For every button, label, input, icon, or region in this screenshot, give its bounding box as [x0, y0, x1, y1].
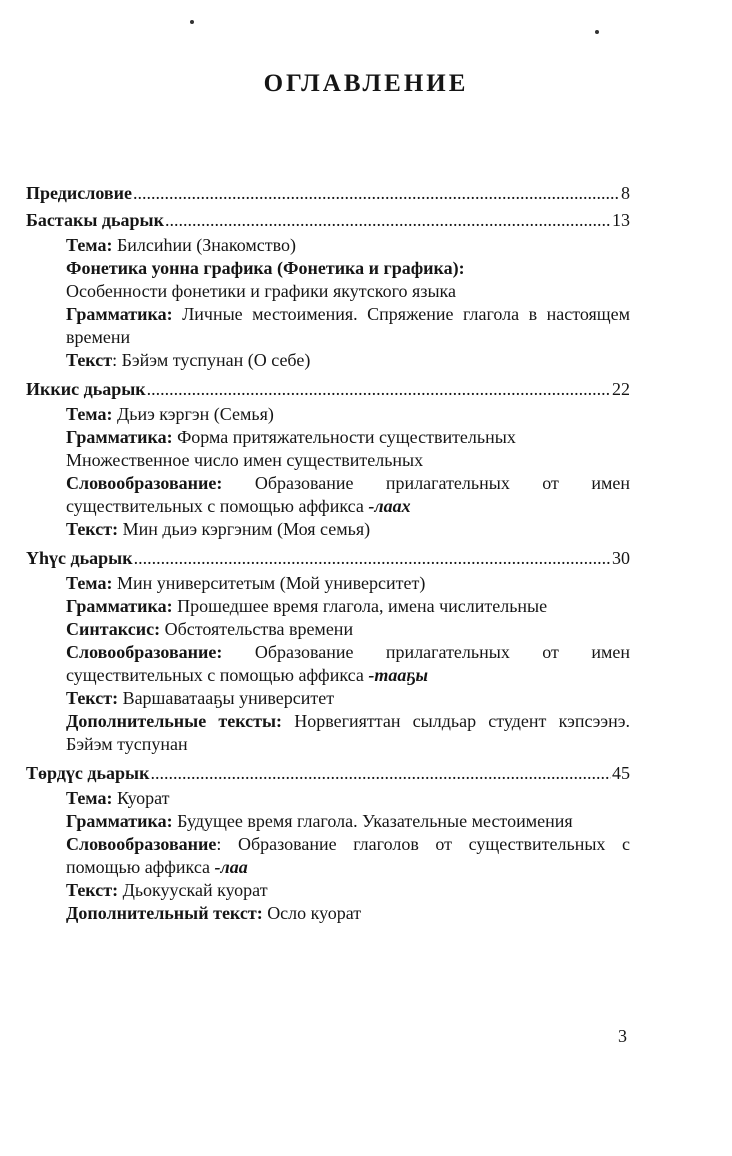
toc-entry [66, 518, 630, 541]
entry-label: Фонетика уонна графика (Фонетика и графика): [66, 258, 465, 278]
toc-entry [66, 472, 630, 518]
entry-text: : Образование глаголов от существительных с помощью аффикса [66, 834, 630, 877]
toc-entry [66, 257, 630, 280]
toc-chapter-page: 13 [612, 210, 630, 230]
toc-chapter-page: 22 [612, 379, 630, 399]
entry-text: Мин университетым (Мой университет) [112, 573, 426, 593]
entry-text: Мин дьиэ кэргэним (Моя семья) [118, 519, 371, 539]
entry-text: Будущее время глагола. Указательные местоимения [172, 811, 573, 831]
toc-chapter-page: 45 [612, 763, 630, 783]
toc-entry [66, 618, 630, 641]
entry-label: Словообразование [66, 834, 217, 854]
toc-entry [66, 787, 630, 810]
entry-label: Грамматика: [66, 304, 173, 324]
toc-entry [66, 303, 630, 349]
entry-text: Норвегияттан сылдьар студент кэпсээнэ. Бэйэм туспунан [66, 711, 630, 754]
entry-text: Дьокуускай куорат [118, 880, 268, 900]
toc-entry [66, 879, 630, 902]
entry-label: Текст: [66, 688, 119, 708]
toc-entry [66, 426, 630, 449]
entry-text: Варшаватааҕы университет [118, 688, 335, 708]
dot-leader [147, 376, 611, 403]
toc-entry [66, 280, 630, 303]
entry-label: Грамматика: [66, 596, 173, 616]
entry-label: Тема: [66, 404, 113, 424]
toc-chapter-row[interactable] [26, 545, 630, 572]
toc-preface-row[interactable] [26, 180, 630, 207]
entry-label: Тема: [66, 235, 113, 255]
toc-entry [66, 833, 630, 879]
dot-leader [165, 207, 611, 234]
entry-label: Текст: [66, 519, 119, 539]
toc-chapter-title: Иккис дьарык [26, 379, 146, 399]
entry-text: Прошедшее время глагола, имена числительные [172, 596, 548, 616]
entry-affix: -лаах [368, 496, 411, 516]
toc-preface-page: 8 [621, 183, 630, 203]
entry-label: Синтаксис: [66, 619, 161, 639]
speck-mark [190, 20, 194, 24]
entry-text: Осло куорат [262, 903, 362, 923]
entry-text: Форма притяжательности существительных [172, 427, 516, 447]
entry-text: Образование прилагательных от имен существительных с помощью аффикса [66, 473, 630, 516]
entry-label: Грамматика: [66, 427, 173, 447]
toc-entry [66, 810, 630, 833]
entry-affix: -тааҕы [368, 665, 428, 685]
entry-text: : Бэйэм туспунан (О себе) [112, 350, 311, 370]
toc-entry [66, 349, 630, 372]
toc-entry [66, 641, 630, 687]
page-number: 3 [618, 1026, 627, 1046]
toc-chapter-row[interactable] [26, 207, 630, 234]
speck-mark [595, 30, 599, 34]
dot-leader [133, 180, 620, 207]
entry-label: Грамматика: [66, 811, 173, 831]
toc-entry [66, 902, 630, 925]
entry-text: Множественное число имен существительных [66, 450, 424, 470]
toc-preface-label: Предисловие [26, 183, 132, 203]
toc-entry [66, 595, 630, 618]
toc-chapter-entries [26, 403, 630, 541]
toc-chapter-page: 30 [612, 548, 630, 568]
toc-chapter-title: Төрдүс дьарык [26, 763, 150, 783]
entry-label: Словообразование: [66, 642, 223, 662]
toc-entry [66, 572, 630, 595]
toc-chapter-row[interactable] [26, 376, 630, 403]
toc-entry [66, 449, 630, 472]
toc-entry [66, 687, 630, 710]
toc-chapter-entries [26, 234, 630, 372]
toc-chapter-row[interactable] [26, 760, 630, 787]
entry-label: Тема: [66, 788, 113, 808]
toc-chapter-title: Үһүс дьарык [26, 548, 133, 568]
entry-affix: -лаа [214, 857, 248, 877]
entry-text: Особенности фонетики и графики якутского языка [66, 281, 456, 301]
toc-chapter-title: Бастакы дьарык [26, 210, 164, 230]
entry-text: Билсиһии (Знакомство) [112, 235, 297, 255]
entry-text: Дьиэ кэргэн (Семья) [112, 404, 274, 424]
entry-text: Обстоятельства времени [160, 619, 354, 639]
entry-label: Словообразование: [66, 473, 223, 493]
toc-chapter-entries [26, 787, 630, 925]
entry-label: Текст [66, 350, 113, 370]
dot-leader [134, 545, 611, 572]
toc-entry [66, 403, 630, 426]
entry-label: Текст: [66, 880, 119, 900]
entry-label: Дополнительные тексты: [66, 711, 283, 731]
dot-leader [150, 760, 611, 787]
toc-entry [66, 710, 630, 756]
toc-chapter-entries [26, 572, 630, 756]
entry-text: Образование прилагательных от имен существительных с помощью аффикса [66, 642, 630, 685]
entry-label: Тема: [66, 573, 113, 593]
table-of-contents [26, 180, 630, 929]
toc-chapters [26, 207, 630, 925]
page-title: ОГЛАВЛЕНИЕ [263, 70, 469, 97]
entry-text: Личные местоимения. Спряжение глагола в настоящем времени [66, 304, 630, 347]
entry-text: Куорат [112, 788, 170, 808]
toc-entry [66, 234, 630, 257]
entry-label: Дополнительный текст: [66, 903, 263, 923]
